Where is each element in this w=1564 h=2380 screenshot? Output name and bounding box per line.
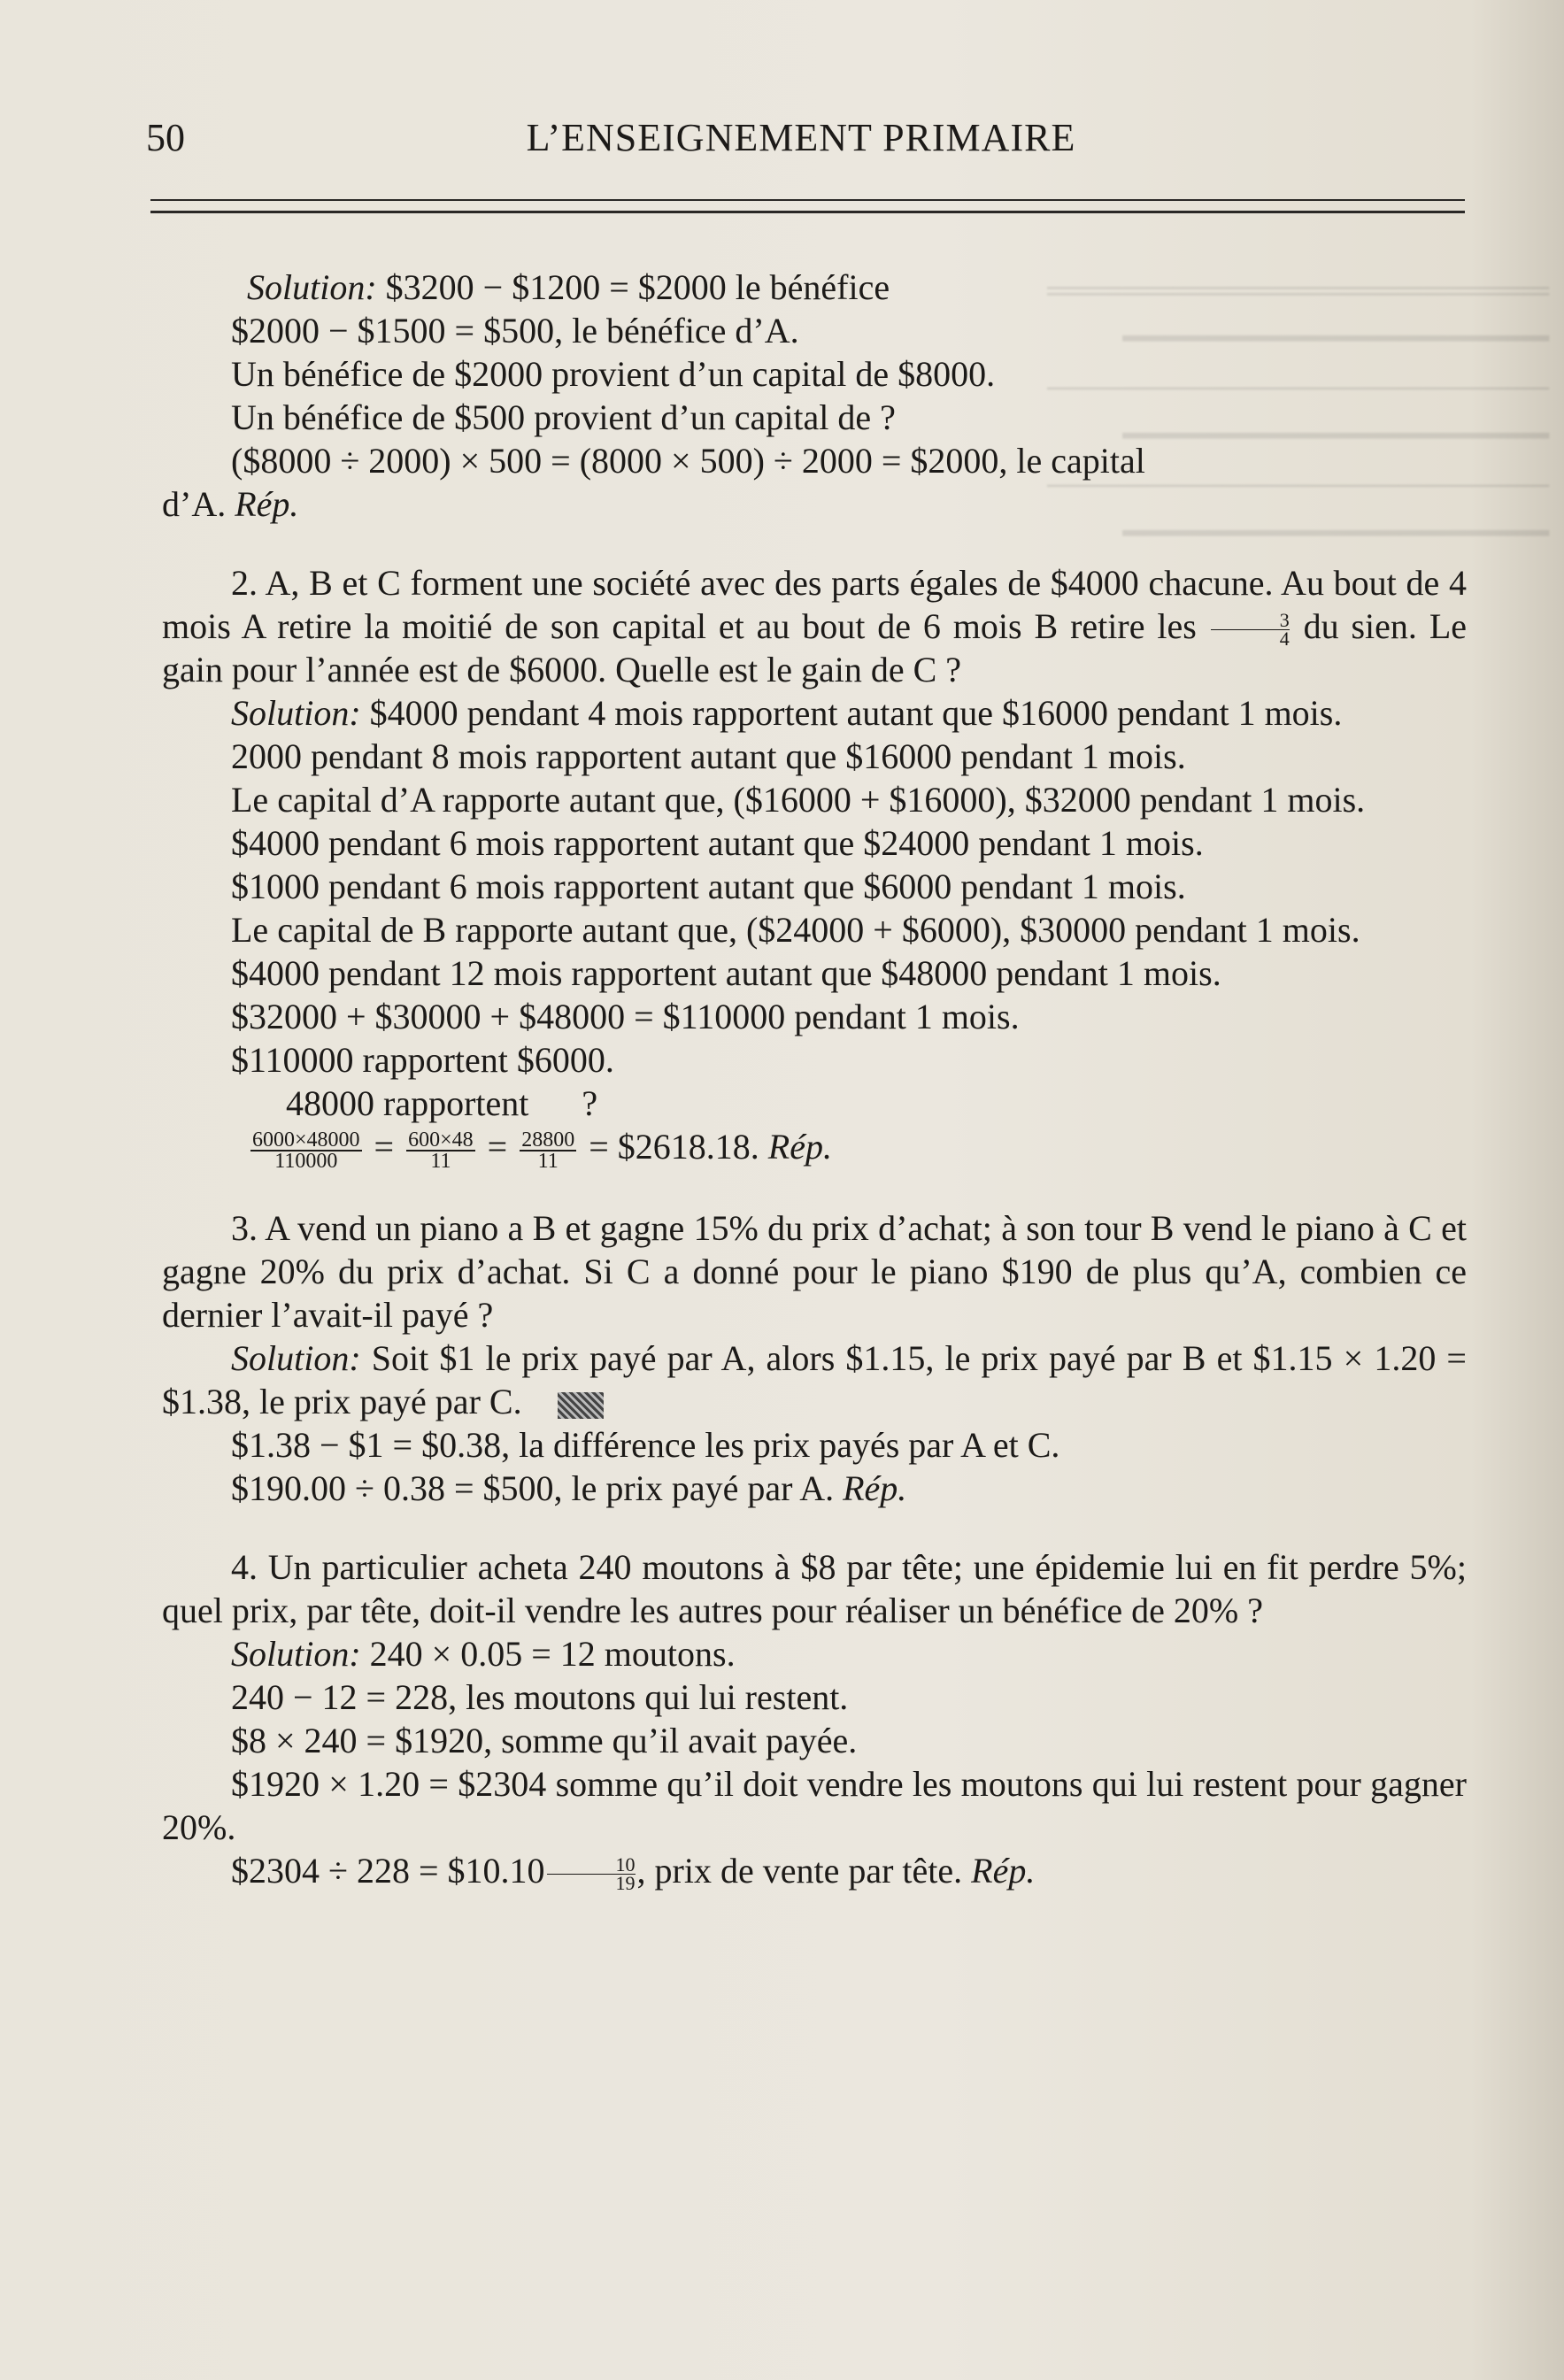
solution-line: $4000 pendant 6 mois rapportent autant que $24000 pendant 1 mois. <box>231 823 1204 864</box>
solution-line: $8 × 240 = $1920, somme qu’il avait payée. <box>231 1721 858 1761</box>
solution-line: 240 − 12 = 228, les moutons qui lui restent. <box>231 1677 849 1718</box>
page-header <box>142 115 1460 168</box>
solution-label: Solution: <box>231 693 361 734</box>
solution-line: Le capital d’A rapporte autant que, ($16000 + $16000), $32000 pendant 1 mois. <box>231 780 1366 820</box>
solution-line: 48000 rapportent ? <box>286 1083 598 1124</box>
solution-line: $1.38 − $1 = $0.38, la différence les prix payés par A et C. <box>231 1425 1060 1466</box>
rep-label: Rép. <box>767 1127 832 1167</box>
solution-line: $190.00 ÷ 0.38 = $500, le prix payé par A. Rép. <box>231 1468 907 1509</box>
problem-3 <box>162 1206 1467 1510</box>
problem-statement: 4. Un particulier acheta 240 moutons à $8 par tête; une épidemie lui en fit perdre 5%; quel prix, par tête, doit-il vendre les autres pour réaliser un bénéfice de 20% ? <box>162 1547 1467 1631</box>
solution-line: $32000 + $30000 + $48000 = $110000 pendant 1 mois. <box>231 997 1020 1037</box>
solution-line: ($8000 ÷ 2000) × 500 = (8000 × 500) ÷ 2000 = $2000, le capital <box>231 441 1145 481</box>
running-head: L’ENSEIGNEMENT PRIMAIRE <box>526 116 1076 159</box>
solution-line: Solution: Soit $1 le prix payé par A, alors $1.15, le prix payé par B et $1.15 × 1.20 = $1.38, le prix payé par C. <box>162 1338 1467 1422</box>
solution-line: $4000 pendant 12 mois rapportent autant que $48000 pendant 1 mois. <box>231 953 1221 994</box>
solution-line: $1920 × 1.20 = $2304 somme qu’il doit vendre les moutons qui lui restent pour gagner 20%. <box>162 1764 1467 1848</box>
fraction: $\frac{3}{4}$ <box>1211 612 1290 648</box>
show-through-text: ════════════════════ ━━━━━━━━━━━━━━━━━━━━ ──────────────────── ━━━━━━━━━━━━━━━━━━━━ ──────────────────── ━━━━━━━━━━━━━━━━━━━━ <box>1047 270 1549 553</box>
ink-blot <box>558 1392 604 1419</box>
fraction: $\frac{28800}{11}$ <box>521 1128 575 1174</box>
rep-label: Rép. <box>971 1851 1036 1891</box>
solution-label: Solution: <box>247 267 377 307</box>
solution-line: Solution: $3200 − $1200 = $2000 le bénéfice <box>247 267 890 307</box>
solution-line: $2000 − $1500 = $500, le bénéfice d’A. <box>231 311 799 350</box>
solution-line: $2304 ÷ 228 = $10.10 $\frac{10}{19}$ , prix de vente par tête. Rép. <box>231 1851 1036 1895</box>
solution-line: 2000 pendant 8 mois rapportent autant que $16000 pendant 1 mois. <box>231 736 1186 777</box>
rep-label: Rép. <box>235 484 299 524</box>
header-rule-top <box>150 199 1465 201</box>
problem-statement: 3. A vend un piano a B et gagne 15% du prix d’achat; à son tour B vend le piano à C et gagne 20% du prix d’achat. Si C a donné pour le piano $190 de plus qu’A, combien ce dernier l’avait-il payé ? <box>162 1208 1467 1336</box>
page-number: 50 <box>146 116 185 159</box>
solution-line: $110000 rapportent $6000. <box>231 1040 614 1081</box>
problem-2 <box>162 561 1468 1174</box>
solution-line: Un bénéfice de $2000 provient d’un capital de $8000. <box>231 354 996 394</box>
fraction: $\frac{600\times 48}{11}$ <box>408 1128 474 1174</box>
solution-label: Solution: <box>231 1338 361 1379</box>
fraction-computation: $\frac{6000\times 48000}{110000}$ = $\frac{600\times 48}{11}$ = $\frac{28800}{11}$ = $2618.18. Rép. <box>252 1127 832 1174</box>
header-rule-bottom <box>150 211 1465 213</box>
solution-line: $1000 pendant 6 mois rapportent autant que $6000 pendant 1 mois. <box>231 867 1186 907</box>
solution-line: Le capital de B rapporte autant que, ($24000 + $6000), $30000 pendant 1 mois. <box>231 910 1360 951</box>
solution-line: d’A. Rép. <box>162 484 299 524</box>
page-body <box>162 266 1468 1895</box>
solution-line: Solution: 240 × 0.05 = 12 moutons. <box>231 1634 736 1675</box>
solution-line: Solution: $4000 pendant 4 mois rapportent autant que $16000 pendant 1 mois. <box>231 693 1343 734</box>
fraction: $\frac{6000\times 48000}{110000}$ <box>252 1128 360 1174</box>
problem-1-solution <box>162 266 1467 526</box>
problem-4 <box>162 1545 1467 1895</box>
solution-line: Un bénéfice de $500 provient d’un capital de ? <box>231 397 896 437</box>
fraction: $\frac{10}{19}$ <box>547 1856 636 1892</box>
rep-label: Rép. <box>843 1468 907 1509</box>
solution-label: Solution: <box>231 1634 361 1675</box>
problem-statement: 2. A, B et C forment une société avec des parts égales de $4000 chacune. Au bout de 4 mois A retire la moitié de son capital et au bout de 6 mois B retire les $\frac{3}{4}$ du sien. Le gain pour l’année est de $6000. Quelle est le gain de C ? <box>162 563 1468 690</box>
